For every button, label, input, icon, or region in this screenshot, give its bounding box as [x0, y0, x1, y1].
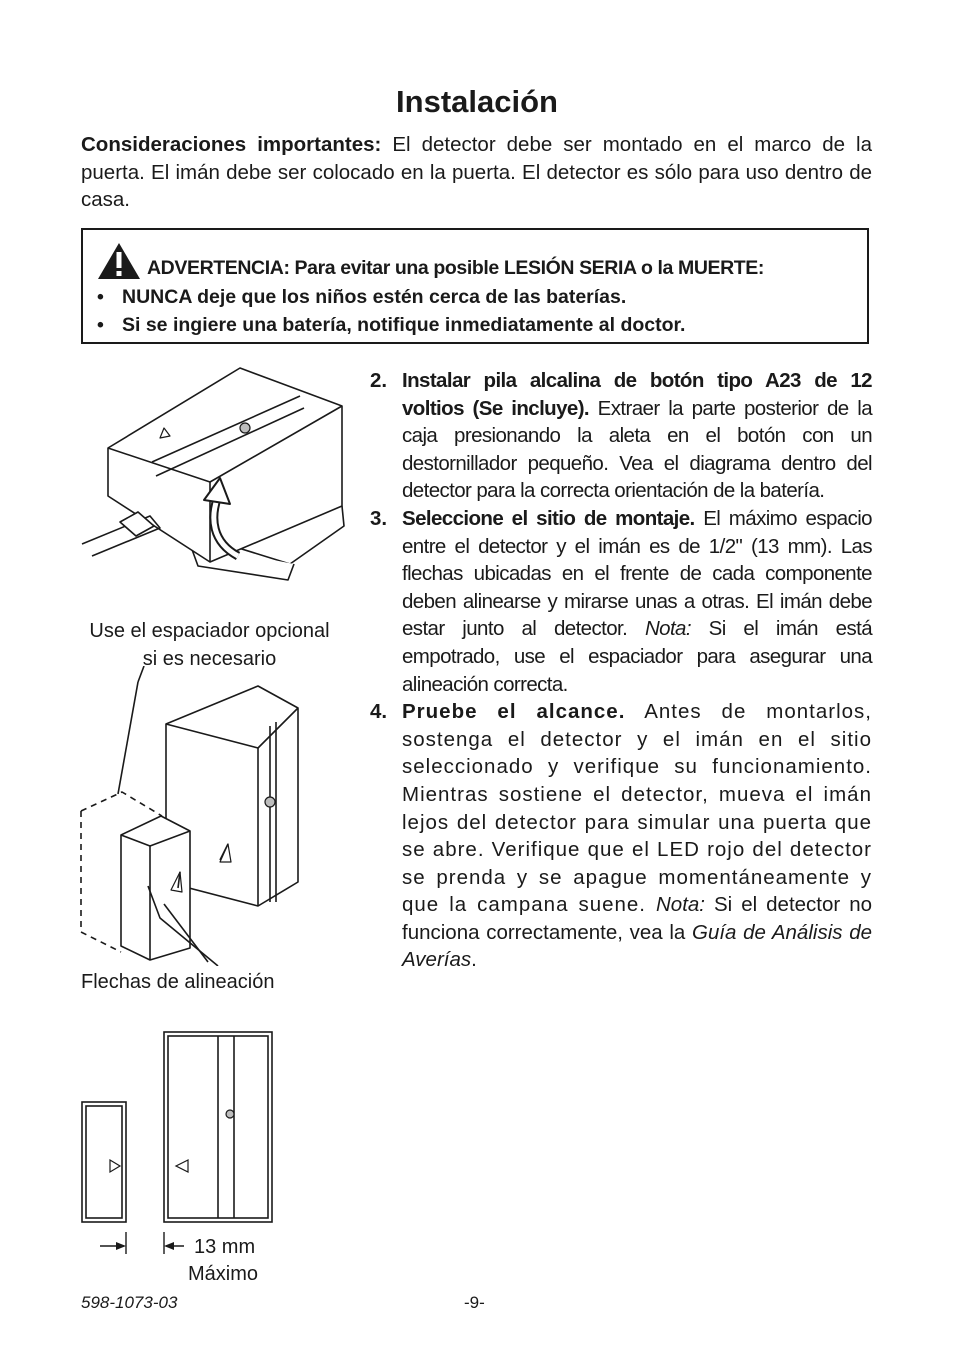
step-item	[370, 505, 872, 698]
note-label: Nota:	[644, 617, 691, 641]
warning-triangle-icon	[97, 242, 141, 280]
warning-box	[81, 228, 869, 344]
page-number: -9-	[464, 1293, 485, 1312]
step-item	[370, 698, 872, 974]
document-code: 598-1073-03	[81, 1293, 178, 1312]
step-title: Instalar pila alcalina de botón tipo A23 de 12 voltios (Se incluye).	[402, 369, 872, 420]
note-text: Si el imán está empotrado, use el espaciador para asegurar una alineación correcta.	[402, 617, 873, 696]
step-number: 3.	[370, 506, 388, 530]
gap-caption: Máximo	[188, 1263, 259, 1285]
guide-reference: Guía de Análisis de Averías	[402, 920, 872, 972]
arrows-caption: Flechas de alineación	[81, 971, 275, 993]
battery-removal-illustration	[80, 366, 355, 591]
warning-bullet: • Si se ingiere una batería, notifique inmediatamente al doctor.	[97, 314, 686, 336]
warning-bullet: • NUNCA deje que los niños estén cerca de las baterías.	[97, 286, 627, 308]
page-title: Instalación	[396, 84, 558, 119]
step-text: El máximo espacio entre el detector y el imán es de 1/2" (13 mm). Las flechas ubicadas en el frente de cada componente deben alinearse y mirarse unas a otras. El imán debe estar junto al detector.	[402, 506, 872, 641]
note-text: Si el detector no funciona correctamente, vea la	[402, 893, 873, 944]
intro-paragraph	[81, 131, 872, 214]
note-label: Nota:	[656, 893, 705, 917]
warning-header	[97, 242, 764, 280]
warning-heading: ADVERTENCIA: Para evitar una posible LESIÓN SERIA o la MUERTE:	[147, 257, 765, 279]
step-text: Antes de montarlos, sostenga el detector y el imán en el sitio seleccionado y verifique su funcionamiento. Mientras sostiene el detector, mueva el imán lejos del detector para simular una puerta que se abre. Verifique que el LED rojo del detector se prenda y se apague momentáneamente y que la campana suene.	[402, 700, 872, 917]
gap-caption: 13 mm	[194, 1236, 256, 1258]
warning-bullet-text: Si se ingiere una batería, notifique inmediatamente al doctor.	[122, 314, 686, 336]
spacer-caption: Use el espaciador opcional si es necesario	[89, 620, 330, 670]
alignment-illustration	[78, 666, 303, 966]
led-indicator	[240, 423, 250, 433]
intro-heading: Consideraciones importantes:	[81, 133, 382, 156]
step-number: 2.	[370, 369, 388, 392]
step-title: Pruebe el alcance.	[402, 700, 626, 724]
intro-text: El detector debe ser montado en el marco de la puerta. El imán debe ser colocado en la puerta. El detector es sólo para uso dentro de casa.	[81, 133, 872, 211]
step-item	[370, 367, 872, 505]
step-text: Extraer la parte posterior de la caja presionando la aleta en el botón con un destornillador pequeño. Vea el diagrama dentro del detector para la correcta orientación de la batería.	[402, 396, 872, 503]
gap-illustration	[78, 1028, 278, 1258]
warning-bullet-text: NUNCA deje que los niños estén cerca de las baterías.	[122, 286, 627, 308]
step-title: Seleccione el sitio de montaje.	[402, 506, 695, 530]
step-end: .	[471, 948, 477, 972]
led-indicator	[265, 797, 275, 807]
installation-steps	[370, 367, 872, 974]
step-number: 4.	[370, 700, 388, 724]
led-indicator	[226, 1110, 234, 1118]
